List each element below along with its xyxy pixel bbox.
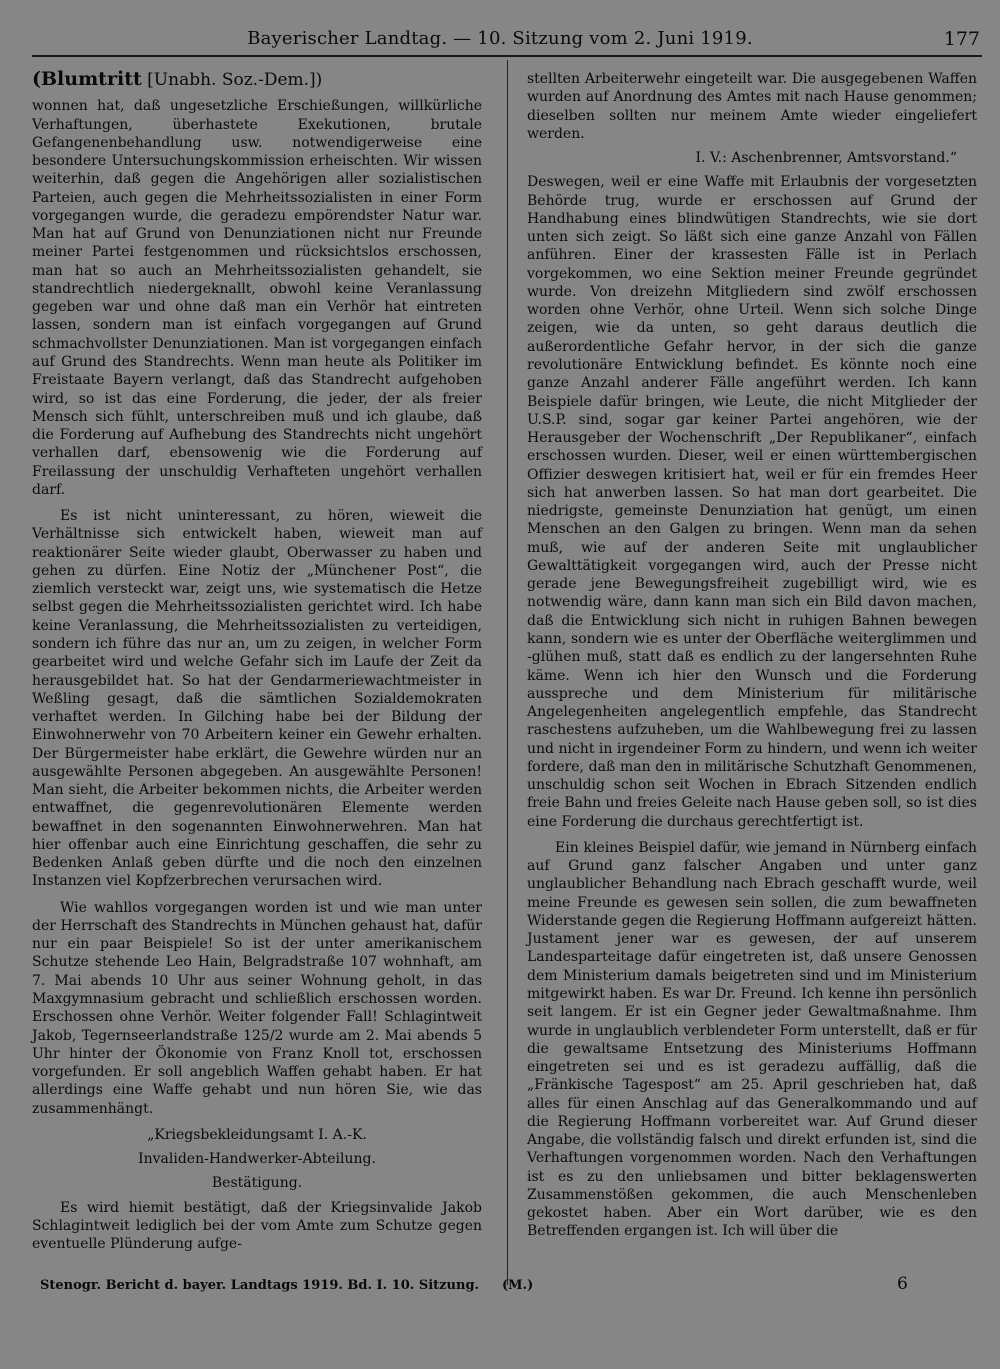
quote-text: stellten Arbeiterwehr eingeteilt war. Die ausgegebenen Waffen wurden auf Anordnung des Amtes mit nach Hause genommen; dieselben sollten nur meinem Amte wieder eingeliefert werden. bbox=[527, 71, 977, 142]
right-column bbox=[527, 70, 977, 1249]
quote-heading: Bestätigung. bbox=[211, 1175, 303, 1192]
paragraph: Wie wahllos vorgegangen worden ist und wie man unter der Herrschaft des Standrechts in München gehaust hat, dafür nur ein paar Beispiele! So ist der unter amerikanischem Schutze stehende Leo Hain, Belgradstraße 107 wohnhaft, am 7. Mai abends 10 Uhr aus seiner Wohnung geholt, in das Maxgymnasium gebracht und schließlich erschossen worden. Erschossen ohne Verhör. Weiter folgender Fall! Schlagintweit Jakob, Tegernseerlandstraße 125/2 wurde am 2. Mai abends 5 Uhr hinter der Ökonomie von Franz Knoll tot, erschossen vorgefunden. Er soll angeblich Waffen gehabt haben. Er hat allerdings eine Waffe gehabt und nun hören Sie, wie das zusammenhängt. bbox=[32, 899, 482, 1117]
footer-mark: (M.) bbox=[502, 1278, 534, 1293]
quoted-document bbox=[32, 1126, 482, 1254]
paragraph: Es ist nicht uninteressant, zu hören, wieweit die Verhältnisse sich entwickelt haben, wieweit man auf reaktionärer Seite wieder glaubt, Oberwasser zu haben und gehen zu dürfen. Eine Notiz der „Münchener Post“, die ziemlich versteckt war, zeigt uns, wie systematisch die Hetze selbst gegen die Mehrheitssozialisten gerichtet wird. Ich habe keine Veranlassung, die Mehrheitssozialisten zu verteidigen, sondern ich führe das nur an, um zu zeigen, in welcher Form gearbeitet wird und welche Gefahr sich im Laufe der Zeit da herausgebildet hat. So hat der Gendarmeriewachtmeister in Weßling gesagt, daß die sämtlichen Sozialdemokraten verhaftet werden. In Gilching habe bei der Bildung der Einwohnerwehr von 70 Arbeitern keiner ein Gewehr erhalten. Der Bürgermeister habe erklärt, die Gewehre würden nur an ausgewählte Personen abgegeben. An ausgewählte Personen! Man sieht, die Arbeiter bekommen nichts, die Arbeiter werden entwaffnet, die gegenrevolutionären Elemente werden bewaffnet in den sogenannten Einwohnerwehren. Man hat hier offenbar auch eine Einrichtung geschaffen, die sehr zu Bedenken Anlaß geben dürfte und die noch den einzelnen Instanzen viel Kopfzerbrechen verursachen wird. bbox=[32, 508, 482, 890]
footer-citation: Stenogr. Bericht d. bayer. Landtags 1919. Bd. I. 10. Sitzung. bbox=[40, 1278, 480, 1293]
quote-line: „Kriegsbekleidungsamt I. A.-K. bbox=[147, 1126, 367, 1143]
page-footer bbox=[0, 1274, 1000, 1308]
column-divider bbox=[507, 60, 508, 1285]
quote-text: Es wird hiemit bestätigt, daß der Kriegsinvalide Jakob Schlagintweit lediglich bei der vom Amte zum Schutze gegen eventuelle Plünderung aufge- bbox=[32, 1199, 482, 1253]
speaker-name: (Blumtritt bbox=[32, 68, 142, 90]
quoted-document-continued bbox=[527, 70, 977, 167]
signature-number: 6 bbox=[897, 1274, 908, 1294]
page-number: 177 bbox=[943, 28, 980, 50]
speaker-party: [Unabh. Soz.-Dem.]) bbox=[147, 70, 323, 90]
speaker-attribution bbox=[32, 70, 482, 89]
paragraph: Ein kleines Beispiel dafür, wie jemand in Nürnberg einfach auf Grund ganz falscher Angaben und unter ganz unglaublicher Behandlung nach Ebrach geschafft wurde, weil meine Freunde es gewesen sein sollen, die zum bewaffneten Widerstande gegen die Regierung Hoffmann aufgereizt hätten. Justament jener war es gewesen, der auf unserem Landesparteitage dafür eingetreten ist, daß unsere Genossen dem Ministerium damals beigetreten sind und im Ministerium mitgewirkt haben. Es war Dr. Freund. Ich kenne ihn persönlich seit langem. Er ist ein Gegner jeder Gewaltmaßnahme. Ihm wurde in unglaublich verblendeter Form unterstellt, daß er für die gewaltsame Entsetzung des Ministeriums Hoffmann eingetreten sei und es ist geradezu auffällig, daß die „Fränkische Tagespost“ am 25. April geschrieben hat, daß alles für einen Anschlag auf das Generalkommando und auf die Regierung Hoffmann vorbereitet war. Auf Grund dieser Angabe, die vollständig falsch und direkt erfunden ist, sind die Verhaftungen vorgenommen worden. Nach den Verhaftungen ist es zu den unliebsamen und bitter beklagenswerten Zusammenstößen gekommen, die auch Menschenleben gekostet haben. Aber ein Wort darüber, wie es den Betreffenden ergangen ist. Ich will über die bbox=[527, 839, 977, 1240]
left-column bbox=[32, 70, 482, 1259]
header-rule bbox=[32, 55, 982, 57]
page-header bbox=[0, 28, 1000, 58]
paragraph: wonnen hat, daß ungesetzliche Erschießungen, willkürliche Verhaftungen, überhastete Exekutionen, brutale Gefangenenbehandlung usw. notwendigerweise eine besondere Untersuchungskommission erheischten. Wir wissen weiterhin, daß gegen die Angehörigen aller sozialistischen Parteien, auch gegen die Mehrheitssozialisten in einer Form vorgegangen wurde, die geradezu empörendster Natur war. Man hat auf Grund von Denunziationen nicht nur Freunde meiner Partei festgenommen und rücksichtslos erschossen, man hat so auch an Mehrheitssozialisten gehandelt, sie standrechtlich niedergeknallt, obwohl keine Veranlassung gegeben war und ohne daß man ein Verhör hat eintreten lassen, sondern man ist einfach vorgegangen auf Grund schmachvollster Denunziationen. Man ist vorgegangen einfach auf Grund des Standrechts. Wenn man heute als Politiker im Freistaate Bayern verlangt, daß das Standrecht aufgehoben wird, so ist das eine Forderung, die jeder, der als freier Mensch sich fühlt, unterschreiben muß und ich glaube, daß die Forderung auf Aufhebung des Standrechts nicht ungehört verhallen darf, ebensowenig wie die Forderung auf Freilassung der unschuldig Verhafteten ungehört verhallen darf. bbox=[32, 98, 482, 498]
paragraph: Deswegen, weil er eine Waffe mit Erlaubnis der vorgesetzten Behörde trug, wurde er erschossen auf Grund der Handhabung eines blindwütigen Standrechts, wie sie dort unten sich zeigt. So läßt sich eine ganze Anzahl von Fällen anführen. Einer der krassesten Fälle ist in Perlach vorgekommen, wo eine Sektion meiner Freunde gegründet wurde. Von dreizehn Mitgliedern sind zwölf erschossen worden ohne Verhör, ohne Urteil. Wenn sich solche Dinge zeigen, wie da unten, so geht daraus deutlich die außerordentliche Gefahr hervor, in der sich die ganze revolutionäre Entwicklung befindet. Es könnte noch eine ganze Anzahl anderer Fälle angeführt werden. Ich kann Beispiele dafür bringen, wie Leute, die nicht Mitglieder der U.S.P. sind, sogar gar keiner Partei angehören, wie der Herausgeber der Wochenschrift „Der Republikaner“, einfach erschossen wurden. Dieser, weil er einen württembergischen Offizier deswegen kritisiert hat, weil er für ein fremdes Heer sich hat anwerben lassen. So hat man dort gearbeitet. Die niedrigste, gemeinste Denunziation hat genügt, um einen Menschen an den Galgen zu bringen. Wenn man da sehen muß, wie auf der anderen Seite mit unglaublicher Gewalttätigkeit vorgegangen wird, auch der Presse nicht gerade jene Bewegungsfreiheit zugebilligt wird, wie es notwendig wäre, dann kann man sich ein Bild davon machen, daß die Entwicklung sich nicht in ruhigen Bahnen bewegen kann, sondern wie es unter der Oberfläche weiterglimmen und -glühen muß, statt daß es endlich zu der langersehnten Ruhe käme. Wenn ich hier den Wunsch und die Forderung ausspreche und dem Ministerium für militärische Angelegenheiten angelegentlich empfehle, das Standrecht raschestens aufzuheben, um die Wahlbewegung frei zu lassen und nicht in irgendeiner Form zu hindern, und wenn ich weiter fordere, daß man den in militärische Schutzhaft Genommenen, unschuldig schon seit Wochen in Ebrach Sitzenden endlich freie Bahn und freies Geleite nach Hause geben soll, so ist dies eine Forderung die durchaus gerechtfertigt ist. bbox=[527, 174, 977, 830]
running-title: Bayerischer Landtag. — 10. Sitzung vom 2. Juni 1919. bbox=[247, 28, 753, 49]
quote-signature: I. V.: Aschenbrenner, Amtsvorstand.“ bbox=[695, 150, 957, 167]
quote-line: Invaliden-Handwerker-Abteilung. bbox=[138, 1151, 376, 1168]
